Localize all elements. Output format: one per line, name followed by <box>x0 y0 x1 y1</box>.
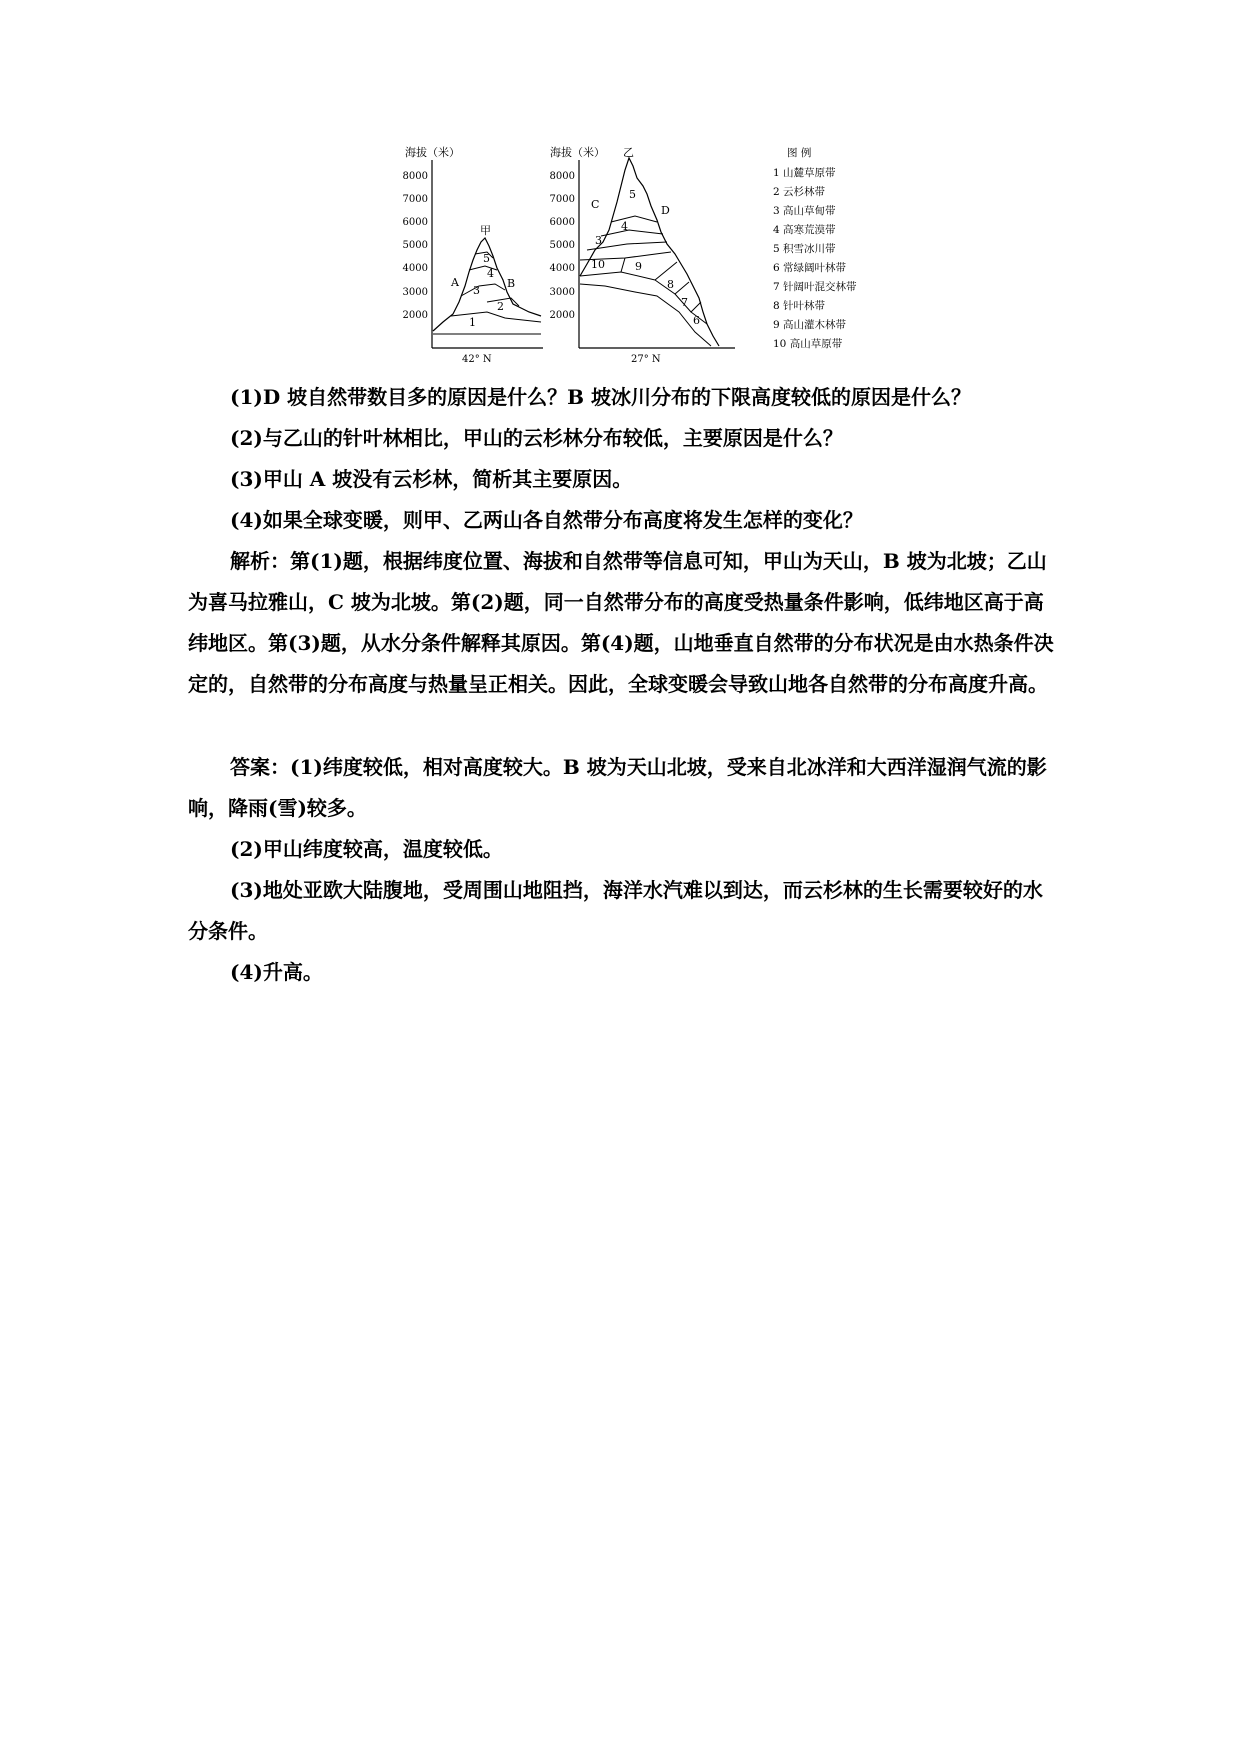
legend-item: 1 山麓草原带 <box>773 167 836 179</box>
right-zone-line-4 <box>601 230 663 236</box>
answer-paragraph-1 <box>188 747 1058 829</box>
right-zone-10: 10 <box>591 258 605 271</box>
legend-item: 7 针阔叶混交林带 <box>773 281 857 293</box>
legend-item: 5 积雪冰川带 <box>773 243 836 255</box>
right-tick-2000: 2000 <box>549 310 575 321</box>
right-tick-5000: 5000 <box>549 240 575 251</box>
right-tick-6000: 6000 <box>549 217 575 228</box>
right-tick-7000: 7000 <box>549 194 575 205</box>
left-tick-3000: 3000 <box>402 287 428 298</box>
right-zone-8: 8 <box>667 278 674 291</box>
left-tick-4000: 4000 <box>402 263 428 274</box>
right-zone-4: 4 <box>621 220 628 233</box>
left-zone-1: 1 <box>469 316 476 329</box>
analysis-label: 解析： <box>230 549 290 573</box>
questions-block <box>188 377 1058 541</box>
right-axis-title: 海拔（米） <box>550 146 605 159</box>
right-tick-4000: 4000 <box>549 263 575 274</box>
analysis-paragraph <box>188 541 1058 705</box>
left-zone-2: 2 <box>497 300 504 313</box>
answer-3: (3)地处亚欧大陆腹地，受周围山地阻挡，海洋水汽难以到达，而云杉林的生长需要较好的水分条件。 <box>188 878 1043 943</box>
left-axis-title: 海拔（米） <box>405 146 460 159</box>
right-x-label: 27° N <box>631 354 661 365</box>
question-4: (4)如果全球变暖，则甲、乙两山各自然带分布高度将发生怎样的变化？ <box>230 508 863 532</box>
legend-title: 图 例 <box>787 147 812 159</box>
figure-svg <box>395 146 865 368</box>
right-zone-6: 6 <box>693 314 700 327</box>
right-tick-3000: 3000 <box>549 287 575 298</box>
legend-item: 4 高寒荒漠带 <box>773 224 836 236</box>
answer-2: (2)甲山纬度较高，温度较低。 <box>230 837 503 861</box>
left-zone-4: 4 <box>487 267 494 280</box>
legend-item: 10 高山草原带 <box>773 338 843 350</box>
left-zone-5: 5 <box>483 252 490 265</box>
left-slope-a: A <box>451 276 459 289</box>
left-zone-line-1 <box>451 312 541 322</box>
vertical-zonation-figure <box>395 146 865 368</box>
question-3: (3)甲山 A 坡没有云杉林，简析其主要原因。 <box>230 467 633 491</box>
left-mountain-label: 甲 <box>480 224 491 237</box>
right-slope-d: D <box>661 204 670 217</box>
left-zone-3: 3 <box>473 284 480 297</box>
analysis-text: 第(1)题，根据纬度位置、海拔和自然带等信息可知，甲山为天山，B 坡为北坡；乙山为喜马拉雅山，C 坡为北坡。第(2)题，同一自然带分布的高度受热量条件影响，低纬地区高于高纬地区。第(3)题，从水分条件解释其原因。第(4)题，山地垂直自然带的分布状况是由水热条件决定的，自然带的分布高度与热量呈正相关。因此，全球变暖会导致山地各自然带的分布高度升高。 <box>188 549 1054 696</box>
left-tick-6000: 6000 <box>402 217 428 228</box>
left-tick-7000: 7000 <box>402 194 428 205</box>
left-tick-2000: 2000 <box>402 310 428 321</box>
right-zone-line-5 <box>611 216 657 222</box>
right-zone-line-9 <box>580 272 655 280</box>
answer-1: (1)纬度较低，相对高度较大。B 坡为天山北坡，受来自北冰洋和大西洋湿润气流的影响，降雨(雪)较多。 <box>188 755 1047 820</box>
right-zone-3: 3 <box>595 234 602 247</box>
right-zone-5: 5 <box>629 188 636 201</box>
left-x-label: 42° N <box>462 354 492 365</box>
right-mountain-label: 乙 <box>623 146 634 159</box>
question-2: (2)与乙山的针叶林相比，甲山的云杉林分布较低，主要原因是什么？ <box>230 426 843 450</box>
right-zone-7: 7 <box>681 296 688 309</box>
right-zone-line-7 <box>675 294 701 312</box>
left-tick-8000: 8000 <box>402 171 428 182</box>
legend-item: 3 高山草甸带 <box>773 205 836 217</box>
right-zone-divider-a <box>621 258 625 272</box>
right-base-line <box>580 284 711 346</box>
answer-4: (4)升高。 <box>230 960 323 984</box>
left-tick-5000: 5000 <box>402 240 428 251</box>
right-zone-9: 9 <box>635 260 642 273</box>
left-slope-b: B <box>507 277 516 290</box>
analysis-block <box>188 541 1058 705</box>
answer-label: 答案： <box>230 755 290 779</box>
legend-item: 2 云杉林带 <box>773 186 826 198</box>
legend-item: 9 高山灌木林带 <box>773 319 847 331</box>
right-tick-8000: 8000 <box>549 171 575 182</box>
left-zone-line-3 <box>461 284 505 296</box>
legend-item: 8 针叶林带 <box>773 300 826 312</box>
answer-block <box>188 747 1058 993</box>
right-slope-c: C <box>591 198 600 211</box>
legend-item: 6 常绿阔叶林带 <box>773 262 847 274</box>
question-1: (1)D 坡自然带数目多的原因是什么？B 坡冰川分布的下限高度较低的原因是什么？ <box>230 385 972 409</box>
